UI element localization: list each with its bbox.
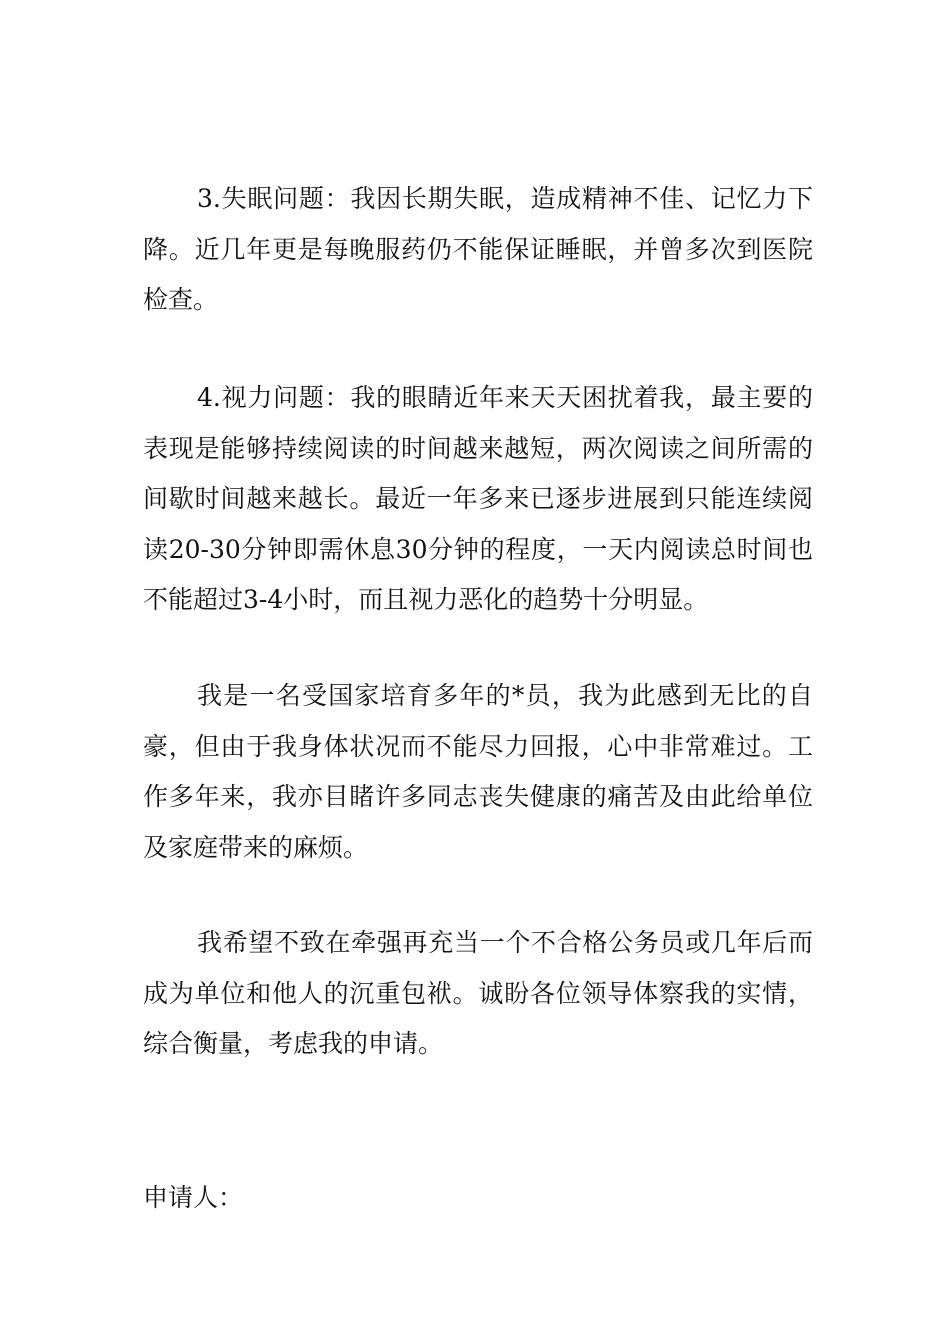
paragraph-request: 我希望不致在牵强再充当一个不合格公务员或几年后而成为单位和他人的沉重包袱。诚盼各位领导体察我的实情，综合衡量，考虑我的申请。 xyxy=(143,928,813,1058)
signature-label: 申请人： xyxy=(143,1183,244,1212)
paragraph-eyesight: 4.视力问题：我的眼睛近年来天天困扰着我，最主要的表现是能够持续阅读的时间越来越短，两次阅读之间所需的间歇时间越来越长。最近一年多来已逐步进展到只能连续阅读20-30分钟即需休息30分钟的程度，一天内阅读总时间也不能超过3-4小时，而且视力恶化的趋势十分明显。 xyxy=(143,383,813,614)
paragraph-insomnia: 3.失眠问题：我因长期失眠，造成精神不佳、记忆力下降。近几年更是每晚服药仍不能保证睡眠，并曾多次到医院检查。 xyxy=(143,184,813,314)
paragraph-gratitude: 我是一名受国家培育多年的*员，我为此感到无比的自豪，但由于我身体状况而不能尽力回报，心中非常难过。工作多年来，我亦目睹许多同志丧失健康的痛苦及由此给单位及家庭带来的麻烦。 xyxy=(143,681,813,862)
